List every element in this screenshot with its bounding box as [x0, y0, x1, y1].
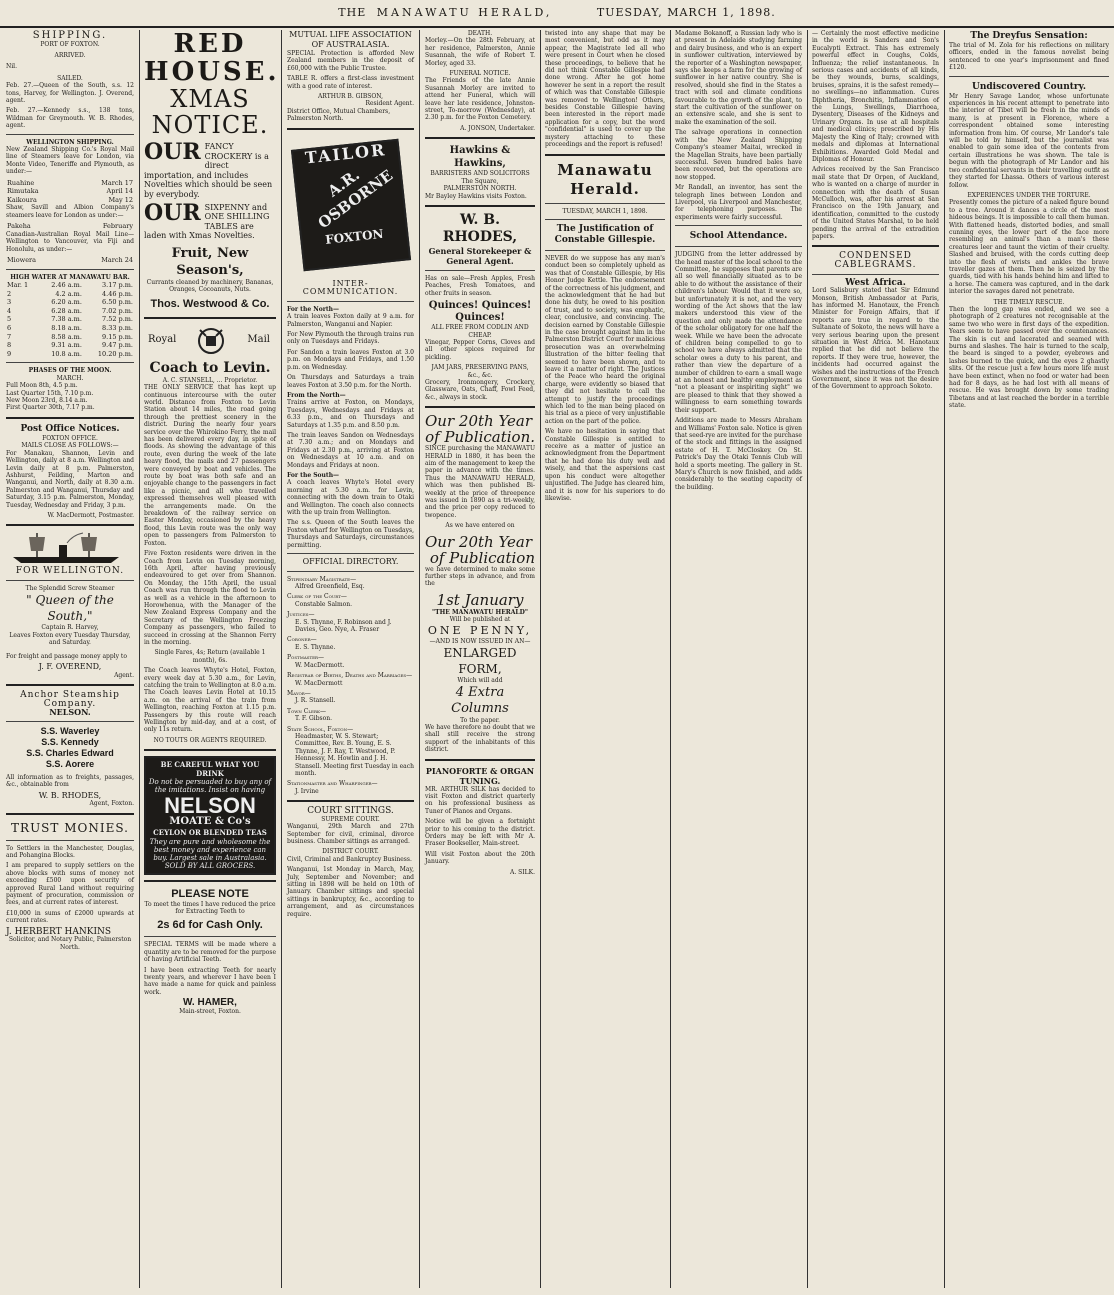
north-text: For Sandon a train leaves Foxton at 3.0 p.m. on Mondays and Fridays, and 1.50 p.m. on Wednesday.: [287, 348, 414, 371]
column-dreyfus: [945, 30, 1113, 1288]
tide-time: 7.02 p.m.: [102, 306, 133, 315]
table-row: [6, 281, 134, 290]
tide-time: 4.2 a.m.: [55, 289, 82, 298]
of-publication: of Publication.: [425, 428, 535, 447]
column-editorial: [541, 30, 669, 1288]
fares-text: Single Fares, 4s; Return (available 1 month), 6s.: [154, 649, 266, 664]
moon-month: MARCH.: [56, 374, 84, 382]
mutual-text: SPECIAL Protection is afforded New Zealand members in the deposit of £60,000 with the Public Trustee.: [287, 50, 414, 72]
directory-value: W. MacDermott.: [295, 661, 345, 669]
directory-value: J. Irvine: [295, 787, 319, 795]
tide-day: 5: [7, 315, 12, 324]
paper-text: To the paper.: [460, 716, 500, 724]
tide-time: 10.8 a.m.: [51, 349, 82, 358]
table-row: [6, 307, 134, 316]
steamer-icon: [7, 531, 133, 565]
ship-name: Miowera: [7, 256, 37, 265]
school-text: Additions are made to Messrs Abraham and Williams' Foxton sale. Notice is given that seed-rye are invited for the purchase of the stock and fittings in the assigned estate of H. T. McCloskey. On St. Patrick's Day the Otaki Tennis Club will hold a sports meeting. The gallery in St. Mary's Church is now finished, and adds considerably to the seating capacity of the building.: [675, 417, 802, 491]
west-africa-heading: West Africa.: [845, 277, 906, 288]
ss-aorere: S.S. Aorere: [45, 758, 95, 769]
tide-day: 6: [7, 324, 12, 333]
herald-heading: Manawatu Herald.: [557, 160, 653, 198]
directory-value: T. F. Gibson.: [295, 715, 332, 723]
ship-date: March 24: [101, 256, 133, 265]
supreme-text: Wanganui, 29th March and 27th September for civil, criminal, divorce business. Chamber sittings as arranged.: [287, 823, 414, 845]
north-text: A train leaves Foxton daily at 9 a.m. for Palmerston, Wanganui and Napier.: [287, 313, 414, 328]
news-text: The salvage operations in connection with the New Zealand Shipping Company's steamer Maitai, wrecked in the Magellan Straits, have been partially successful. Seven hundred bales have been recovered, but the operations are now stopped.: [675, 129, 802, 181]
ship-name: Pakeha: [7, 222, 31, 231]
tide-time: 2.46 a.m.: [51, 281, 82, 290]
hamer-sub: Main-street, Foxton.: [179, 1007, 241, 1015]
nelson-ad-line: Do not be persuaded to buy any of the imitations. Insist on having: [148, 778, 272, 795]
directory-label: State School, Foxton—: [287, 725, 354, 733]
tide-time: 10.20 p.m.: [97, 349, 133, 358]
post-office-sub: FOXTON OFFICE.: [42, 434, 98, 442]
tide-time: 9.47 p.m.: [102, 341, 133, 350]
moon-item: Last Quarter 15th, 7.10 p.m.: [6, 389, 94, 397]
ship-date: May 12: [108, 195, 133, 204]
please-text: To meet the times I have reduced the price for Extracting Teeth to: [144, 900, 276, 916]
from-north: From the North—: [287, 391, 346, 399]
coach-heading: Coach to Levin.: [149, 359, 271, 376]
hankins-sub: Solicitor, and Notary Public, Palmerston North.: [8, 936, 132, 951]
trust-text: £10,000 in sums of £2000 upwards at current rates.: [6, 909, 134, 925]
captain: Captain R. Harvey,: [41, 624, 99, 632]
table-row: [6, 256, 134, 265]
nz-shipping-text: New Zealand Shipping Co.'s Royal Mail line of Steamers leave for London, via Monte Video, Teneriffe and Plymouth, as under:—: [6, 146, 134, 176]
hope-text: We have therefore no doubt that we shall still receive the strong support of the inhabitants of this district.: [425, 723, 535, 754]
anchor-info: All information as to freights, passages, &c., obtainable from: [6, 773, 134, 789]
shipping-heading: SHIPPING.: [32, 30, 108, 41]
hamer-name: W. HAMER,: [183, 997, 237, 1009]
tides-table: [6, 281, 134, 358]
directory-label: Coroner—: [287, 636, 317, 644]
our-label: OUR: [144, 142, 201, 165]
table-row: [6, 333, 134, 342]
silk-signature: A. SILK.: [509, 868, 535, 876]
official-directory-heading: OFFICIAL DIRECTORY.: [302, 557, 399, 567]
rhodes-name: W. B. RHODES,: [38, 790, 102, 800]
column-news: [671, 30, 806, 1288]
port-heading: PORT OF FOXTON.: [40, 40, 100, 48]
tide-time: 7.38 a.m.: [51, 315, 82, 324]
tailor-text: TAILOR: [303, 139, 387, 168]
vinegar-text: Vinegar, Pepper Corns, Cloves and all other spices required for pickling.: [425, 338, 535, 361]
rescue-heading: THE TIMELY RESCUE.: [993, 298, 1065, 306]
moon-heading: PHASES OF THE MOON.: [28, 367, 112, 375]
rhodes-heading: W. B. RHODES,: [442, 211, 518, 245]
nelson-ad-line: BE CAREFUL WHAT YOU DRINK: [160, 760, 260, 778]
published-text: Will be published at: [449, 616, 511, 624]
ships-table: [6, 179, 134, 205]
xmas-notice-title: XMAS NOTICE.: [151, 85, 269, 139]
table-row: [6, 179, 134, 188]
tide-day: 4: [7, 306, 12, 315]
postmaster: W. MacDermott, Postmaster.: [47, 511, 134, 519]
silk-text: MR. ARTHUR SILK has decided to visit Foxton and district quarterly on his professional business as Tuner of Pianos and Organs.: [425, 785, 535, 815]
ship-date: March 17: [101, 178, 133, 187]
sailed-heading: SAILED.: [57, 74, 83, 82]
tide-time: 9.31 a.m.: [51, 341, 82, 350]
sailed-item: Feb. 27.—Queen of the South, s.s. 12 tons, Harvey, for Wellington. J. Overend, agent.: [6, 82, 134, 105]
directory-value: J. R. Stansell.: [295, 697, 336, 705]
tide-time: 6.50 p.m.: [102, 298, 133, 307]
death-heading: DEATH.: [467, 30, 493, 37]
twentieth-year: Our 20th Year: [425, 532, 533, 551]
one-penny: ONE PENNY,: [427, 623, 533, 637]
funeral-heading: FUNERAL NOTICE.: [449, 70, 511, 78]
silk-text: Will visit Foxton about the 20th January.: [425, 850, 535, 866]
for-north: For the North—: [287, 305, 340, 313]
directory-value: Alfred Greenfield, Esq.: [295, 583, 365, 591]
royal-label: Royal: [148, 333, 177, 345]
district-office: District Office, Mutual Chambers, Palmerston North.: [287, 107, 391, 123]
directory-label: Town Clerk—: [287, 707, 326, 715]
tide-time: 7.52 p.m.: [102, 315, 133, 324]
tide-time: 6.28 a.m.: [51, 306, 82, 315]
directory-value: W. MacDermott: [295, 679, 343, 687]
canadian-table: [6, 256, 134, 265]
ss-charles-edward: S.S. Charles Edward: [26, 747, 114, 758]
for-south: For the South—: [287, 471, 340, 479]
moon-item: First Quarter 30th, 7.17 p.m.: [6, 404, 95, 412]
post-office-heading: Post Office Notices.: [20, 423, 120, 434]
shaw-text: Shaw, Savill and Albion Company's steamers leave for London as under:—: [6, 204, 134, 219]
tide-time: 9.15 p.m.: [102, 332, 133, 341]
mutual-heading: MUTUAL LIFE ASSOCIATION OF AUSTRALASIA.: [289, 30, 412, 49]
tables-text: SIXPENNY and ONE SHILLING TABLES are laden with Xmas Novelties.: [144, 202, 270, 241]
table-row: [6, 298, 134, 307]
west-africa-text: Lord Salisbury stated that Sir Edmund Monson, British Ambassador at Paris, has informed M. Hanotaux, the French Minister for Foreign Affairs, that if reports are true in regard to the Sultanate of Sokoto, the news will have a very serious bearing upon the present situation in West Africa. M. Hanotaux replied that he did not believe the reports. If they were true, however, the incidents had occurred against the wishes and the instructions of the French Government, since it was not the desire of the Government to approach Sokoto.: [812, 287, 939, 391]
supreme-court: SUPREME COURT.: [321, 815, 380, 823]
news-text: Mr Randall, an inventor, has sent the telegraph lines between London and Liverpool, via Liverpool and Manchester, for telephoning purposes. The experiments were fairly successful.: [675, 184, 802, 221]
anchor-nelson: NELSON.: [49, 707, 91, 718]
extracting-text: I have been extracting Teeth for nearly twenty years, and wherever I have been I have made a name for quick and painless work.: [144, 966, 276, 996]
directory-value: E. S. Thynne, F. Robinson and J. Davies, Geo. Nye, A. Fraser: [295, 618, 392, 634]
mails-text: For Manakau, Shannon, Levin and Wellington, daily at 8 a.m. Wellington and Levin daily at 8 p.m. Palmerston, Ashhurst, Feilding, Marton and Wanganui, and North, daily at 8.30 a.m. Palmerston and Wanganui, Thursday and Saturday, 3.15 p.m. Palmerston, Monday, Tuesday, Wednesday and Friday, 3 p.m.: [6, 449, 134, 509]
arrived-text: Nil.: [6, 63, 17, 71]
directory-label: Postmaster—: [287, 654, 325, 662]
table-row: [6, 187, 134, 196]
westwood-name: Thos. Westwood & Co.: [150, 297, 270, 310]
school-attendance-heading: School Attendance.: [689, 231, 788, 242]
ship-date: April 14: [106, 187, 133, 196]
issued-text: —AND IS NOW ISSUED IN AN—: [429, 637, 531, 645]
freight-text: For freight and passage money apply to: [6, 652, 127, 660]
tide-time: 3.17 p.m.: [102, 281, 133, 290]
tide-time: 4.46 p.m.: [102, 289, 133, 298]
stansell-proprietor: A. C. STANSELL, ... Proprietor.: [162, 376, 258, 384]
ship-date: February: [102, 222, 133, 231]
herald-date: TUESDAY, MARCH 1, 1898.: [562, 207, 648, 215]
column-rule: [281, 30, 282, 1288]
from-north-text: Trains arrive at Foxton, on Mondays, Tuesdays, Wednesdays and Fridays at 6.33 p.m., and on Thursdays and Saturdays at 1.35 p.m. and 8.50 p.m.: [287, 399, 414, 429]
column-notices: [421, 30, 539, 1288]
special-terms: SPECIAL TERMS will be made where a quantity are to be removed for the purpose of having Artificial Teeth.: [144, 941, 276, 964]
coat-of-arms-icon: [192, 324, 230, 358]
tide-day: 8: [7, 341, 12, 350]
directory-value: Constable Salmon.: [295, 600, 353, 608]
tide-day: 2: [7, 289, 12, 298]
table-row: [6, 290, 134, 299]
moon-item: New Moon 23rd, 8.14 a.m.: [6, 397, 88, 405]
directory-label: Registrar of Births, Deaths and Marriages—: [287, 672, 413, 680]
high-water-heading: HIGH WATER AT MANAWATU BAR.: [10, 273, 130, 281]
quinces-text: Quinces! Quinces! Quinces!: [428, 300, 532, 324]
directory-list: [287, 576, 414, 796]
table-row: [6, 315, 134, 324]
tide-day: 3: [7, 298, 12, 307]
ship-name: Ruahine: [7, 178, 35, 187]
court-sittings-heading: COURT SITTINGS.: [307, 806, 394, 817]
district-text: Civil, Criminal and Bankruptcy Business.: [287, 855, 412, 863]
news-text: Madame Bokanoff, a Russian lady who is at present in Adelaide studying farming and dairy business, and who is an expert in sunflower cultivation, interviewed by the reporter of a Washington newspaper, says she keeps a farm for the growing of sunflower in her native country. She is resolved, should she find in the States a tract with soil and climate conditions favourable to the growth of the plant, to start the cultivation of the sunflower on an extensive scale, and she is sent to make the examination of the soil.: [675, 30, 802, 126]
rescue-text: Then the long gap was ended, and we see a photograph of 2 creatures not recognisable at the same two who were in first days of the expedition. Years seem to have passed over the countenances. The skin is cut and lacerated and seamed with burns and slashes. The hair is turned to the scalp, the beard is singed to a powder, eyebrows and lashes burned to the quick, and the eyes 2 ghastly slits. Of the rescue just a few hours more life must have been extinct, when no food or water had been had for 8 days, as he had lost with all means of rescue. He was brought down by some trading Tibetans and at last reached the border in a terrible state.: [949, 306, 1109, 410]
coach-text: Five Foxton residents were driven in the Coach from Levin on Tuesday morning, 16th April, after having previously endeavoured to get over from Shannon. On Monday, the 15th April, the usual Coach was run through the flood to Levin as well as a vehicle in the afternoon to Horowhenua, with the Manager of the New Zealand Express Company and the Secretary of the Wellington Freezing Company as passengers, who failed to succeed in crossing at the Shannon Ferry in the morning.: [144, 550, 276, 646]
directory-label: Stipendiary Magistrate—: [287, 575, 357, 583]
undiscovered-text: Mr Henry Savage Landor, whose unfortunate experiences in his recent attempt to penetrate into the interior of Tibet will be fresh in the minds of many, is at present in Florence, where a correspondent obtained some interesting information from him. Of course, Mr Landor's tale will be told by himself, but the journalist was enabled to gain some idea of the contents from certain illustrations he was shown. The tale is begun with the photograph of Mr Landor and his two confidential servants in their travelling outfit as they started for Lhassa. Others of various interest follow.: [949, 92, 1109, 189]
tide-day: 7: [7, 332, 12, 341]
tide-day: 9: [7, 349, 12, 358]
table-row: [6, 341, 134, 350]
table-row: [6, 196, 134, 205]
no-touts: NO TOUTS OR AGENTS REQUIRED.: [153, 736, 267, 744]
entered-text: As we have entered on: [445, 522, 515, 530]
dreyfus-text: The trial of M. Zola for his reflections on military officers, ended in the famous novelist being sentenced to one year's imprisonment and fined £120.: [949, 42, 1109, 72]
column-rule: [419, 30, 420, 1288]
table-row: [6, 350, 134, 359]
barristers: BARRISTERS AND SOLICITORS: [430, 170, 530, 178]
dreyfus-heading: The Dreyfus Sensation:: [970, 31, 1088, 41]
column-cables: [808, 30, 943, 1288]
currants-text: Currants cleaned by machinery, Bananas, Oranges, Cocoanuts, Nuts.: [146, 278, 274, 294]
table-row: [6, 222, 134, 231]
nelson-ad-line: MOATE & Co's: [169, 816, 251, 828]
district-court: DISTRICT COURT.: [322, 848, 379, 856]
tailor-text: FOXTON: [324, 226, 384, 247]
masthead-date: TUESDAY, MARCH 1, 1898.: [596, 6, 776, 19]
coach-text: THE ONLY SERVICE that has kept up continuous intercourse with the outer world. Distance from Foxton to Levin Station about 14 miles, the road going through the prettiest scenery in the district. During the nearly four years service over the Whirokino Ferry, the mail has been delivered every day, in spite of floods. As showing the advantage of this route, even during the week of the late heavy flood, the mails and 27 passengers were conveyed by boat and vehicles. The route by boat was both safe and an enjoyable change to the passengers in fact like a picnic, and all who travelled expressed themselves well pleased with the arrangements made. On the breakdown of the railway service on Easter Monday, occasioned by the heavy flood, this Levin route was the only way open to passengers from Palmerston to Foxton.: [144, 384, 276, 547]
wellington-shipping-heading: WELLINGTON SHIPPING.: [26, 138, 114, 146]
arrived-heading: ARRIVED.: [54, 52, 86, 59]
from-north-text: The train leaves Sandon on Wednesdays at 7.30 a.m.; and on Mondays and Fridays at 2.30 p.m., arriving at Foxton on Wednesdays at 10 a.m. and on Mondays and Fridays at noon.: [287, 431, 414, 469]
queen-of-the-south: " Queen of the South,": [26, 593, 114, 624]
justification-heading: The Justification of Constable Gillespie.: [554, 223, 656, 245]
red-house-title: RED HOUSE.: [144, 30, 280, 87]
north-text: On Thursdays and Saturdays a train leaves Foxton at 3.50 p.m. for the North.: [287, 374, 414, 389]
nelson-tea-advert: [144, 756, 276, 874]
first-january: 1st January: [436, 590, 524, 609]
tide-time: 6.20 a.m.: [51, 298, 82, 307]
jam-text: JAM JARS, PRESERVING PANS, &c., &c.: [431, 364, 529, 379]
inter-communication-heading: INTER-COMMUNICATION.: [302, 278, 399, 297]
gibson-sub: Resident Agent.: [365, 100, 414, 108]
news-text: — Certainly the most effective medicine in the world is Sanders and Son's Eucalypti Extract. This has extremely powerful effect in Coughs, Colds, Influenza; the relief instantaneous. In serious cases and accidents of all kinds, be they wounds, burns, scaldings, bruises, sprains, it is the safest remedy—no swellings—no inflammation. Cures Diphtheria, Bronchitis, Inflammation of the Lungs, Swellings, Diarrhoea, Dysentery, Diseases of the Kidneys and Urinary Organs. In use at all hospitals and medical clinics; prescribed by His Majesty the King of Italy; crowned with medals and diplomas at International Exhibitions. Awarded Gold Medal and Diplomas of Honour.: [812, 30, 939, 163]
our-label: OUR: [144, 202, 201, 226]
south-text: The s.s. Queen of the South leaves the Foxton wharf for Wellington on Tuesdays, Thursdays and Saturdays, circumstances permitting.: [287, 519, 414, 549]
mail-label: Mail: [247, 333, 270, 345]
hawkins-heading: Hawkins & Hawkins,: [449, 145, 511, 170]
experiences-heading: EXPERIENCES UNDER THE TORTURE.: [967, 191, 1091, 199]
tide-time: 8.58 a.m.: [51, 332, 82, 341]
tailor-text: A.R. OSBORNE: [314, 164, 396, 232]
determined-text: we have determined to make some further steps in advance, and from the: [425, 565, 535, 588]
nelson-ad-brand: NELSON: [164, 793, 256, 819]
add-text: Which will add: [457, 677, 503, 685]
directory-label: Clerk of the Court—: [287, 593, 347, 601]
anchor-company: Anchor Steamship Company.: [20, 689, 120, 709]
nelson-ad-line: CEYLON OR BLENDED TEAS: [153, 828, 267, 838]
column-mutual-life: [283, 30, 418, 1288]
column-shipping: [2, 30, 138, 1288]
tide-day: Mar. 1: [7, 281, 29, 290]
nelson-ad-line: They are pure and wholesome the best money and experience can buy. Largest sale in Australasia. SOLD BY ALL GROCERS.: [149, 837, 271, 870]
leaves-text: Leaves Foxton every Tuesday Thursday, and Saturday.: [9, 631, 131, 647]
herald-name: "THE MANAWATU HERALD": [432, 608, 528, 616]
trust-monies-heading: TRUST MONIES.: [11, 820, 129, 835]
tide-time: 8.18 a.m.: [51, 324, 82, 333]
bayley-text: Mr Bayley Hawkins visits Foxton.: [425, 192, 527, 200]
masthead: [0, 4, 1114, 28]
editorial-text: NEVER do we suppose has any man's conduct been so completely upheld as was that of Constable Gillespie, by His Honor Judge Kettle. The endorsement of the correctness of his judgment, and the acknowledgment that he had but done his duty, he owed to his position of trust, and to society, was emphatic, clear, conclusive, and convincing. The decision earned by Constable Gillespie in the case brought against him in the Palmerston District Court for malicious prosecution was an overwhelming illustration of the bitter feeling that seemed to have been shown, and to leave it a matter of right. The Justices of the Peace who heard the original charge, were evidently so biased that they did not hesitate to call the attempt to justify the proceedings which led to the man being placed on his trial as a piece of very unjustifiable action on the part of the police.: [545, 254, 665, 425]
free-text: ALL FREE FROM CODLIN AND CHEAP.: [431, 324, 529, 339]
directory-value: Headmaster, W. S. Stewart; Committee, Rev. B. Young, E. S. Thynne, J. F. Ray, T. Westwood, P. Hennessy, M. Howlin and J. H. Stansell. Meeting first Tuesday in each month.: [295, 732, 414, 777]
directory-label: Justices—: [287, 611, 315, 619]
twentieth-year: Our 20th Year: [425, 412, 533, 431]
school-text: JUDGING from the letter addressed by the head master of the local school to the Committee, he supposes that parents are all so well financially situated as to be able to do without the assistance of their children's labour. Would that it were so, but unfortunately it is not, and the very wording of the Act shows that the law makers understood this view of the question and only made the attendance of the scholar obligatory for one half the week. While we have been the advocate of children being compelled to go to school we have always admitted that the scholar owes a duty to his parent, and rather than view the departure of a number of children to earn a small wage at an honest and healthy employment as "not a pleasant or inspiriting sight" we are pleased to think that they showed a willingness to earn something towards their support.: [675, 251, 802, 414]
please-note-heading: PLEASE NOTE: [171, 887, 249, 900]
ss-kennedy: S.S. Kennedy: [41, 736, 99, 747]
moon-item: Full Moon 8th, 4.5 p.m.: [6, 382, 78, 390]
canadian-text: Canadian-Australian Royal Mail Line—Wellington to Vancouver, via Fiji and Honolulu, as under:—: [6, 230, 134, 253]
masthead-title: MANAWATU HERALD,: [376, 6, 553, 19]
fruit-heading: Fruit, New Season's,: [171, 245, 249, 278]
funeral-text: The Friends of the late Annie Susannah Morley are invited to attend her Funeral, which will leave her late residence, Johnston-street, To-morrow (Wednesday), at 2.30 p.m. for the Foxton Cemetery.: [425, 77, 535, 122]
hankins-name: J. HERBERT HANKINS: [6, 926, 112, 937]
steamer-text: The Splendid Screw Steamer: [25, 584, 115, 592]
ss-waverley: S.S. Waverley: [40, 725, 100, 736]
masthead-the: THE: [338, 6, 367, 19]
editorial-text: We have no hesitation in saying that Constable Gillespie is entitled to receive as a matter of justice an acknowledgment from the Department that he had done his duty well and wisely, and that the aspersions cast upon his conduct were altogether unjustified. The Judge has cleared him, and it is now for his superiors to do likewise.: [545, 428, 665, 502]
tailor-logo: [290, 138, 410, 271]
piano-heading: PIANOFORTE & ORGAN TUNING.: [425, 765, 535, 786]
shaw-table: [6, 222, 134, 231]
undiscovered-heading: Undiscovered Country.: [972, 81, 1086, 92]
price-text: 2s 6d for Cash Only.: [157, 919, 263, 932]
general-storekeeper: General Storekeeper & General Agent.: [428, 245, 532, 266]
for-wellington: FOR WELLINGTON.: [15, 566, 125, 577]
directory-label: Stationmaster and Wharfinger—: [287, 780, 378, 788]
south-text: A coach leaves Whyte's Hotel every morning at 5.30 a.m. for Levin, connecting with the down train to Otaki and Wellington. The coach also connects with the up train from Wellington.: [287, 479, 414, 516]
mutual-text: TABLE R. offers a first-class investment with a good rate of interest.: [287, 75, 414, 90]
column-red-house: [140, 30, 280, 1288]
agent-label: Agent.: [114, 671, 134, 679]
ship-name: Kaikoura: [7, 195, 37, 204]
crockery-text: FANCY CROCKERY is a direct importation, and includes Novelties which should be seen by everybody.: [144, 142, 273, 199]
silk-text: Notice will be given a fortnight prior to his coming to the district. Orders may be left with Mr A. Fraser Bookseller, Main-street.: [425, 818, 535, 848]
agent-name: J. F. OVEREND,: [38, 661, 102, 671]
directory-value: E. S. Thynne.: [295, 643, 336, 651]
gibson-name: ARTHUR B. GIBSON,: [317, 93, 384, 101]
district-text: Wanganui, 1st Monday in March, May, July, September and November; and sitting in 1898 will be held on 10th of January. Chamber sittings and special sittings in bankruptcy, &c., according to arrangement, and as circumstances require.: [287, 866, 414, 918]
experiences-text: Presently comes the picture of a naked figure bound to a tree. Around it dances a circle of the most hideous beings. It is impossible to call them human. With flattened heads, distorted bodies, and small cunning eyes, the lower part of the face more resembling an animal's than a man's these creatures leer and taunt the victim of their cruelty. Slashed and bruised, with the cords cutting deep into the flesh of wrists and ankles the brave traveller gazes at them. Then he is seized by the guards, tied with his hands behind him and lifted to a horse. The camera was captured, and in the dark interior the savages dared not penetrate.: [949, 199, 1109, 296]
since-text: SINCE purchasing the MANAWATU HERALD in 1880, it has been the aim of the management to keep the paper in advance with the times. Thus the MANAWATU HERALD, which was then published Bi-weekly at the price of threepence was issued in 1890 as a tri-weekly, and the price per copy reduced to twopence.: [425, 445, 535, 519]
mails-heading: MAILS CLOSE AS FOLLOWS:—: [21, 442, 119, 450]
sale-text: Has on sale—Fresh Apples, Fresh Peaches, Fresh Tomatoes, and other fruits in season.: [425, 274, 535, 297]
condensed-cablegrams-heading: CONDENSED CABLEGRAMS.: [834, 251, 917, 270]
news-text: Advices received by the San Francisco mail state that Dr Orpen, of Auckland, who is wanted on a charge of murder in connection with the death of Susan McCulloch, was, after his arrest at San Francisco on the 19th January, and identification, committed to the custody of the United States Marshal, to be held pending the arrival of the extradition papers.: [812, 166, 939, 240]
ship-name: Rimutaka: [7, 187, 39, 196]
trust-text: I am prepared to supply settlers on the above blocks with sums of money not exceeding £500 upon security of approved Rural Land without requiring payment of procuration, commission or fees, and at current rates of interest.: [6, 862, 134, 907]
sailed-item: Feb. 27.—Kennedy s.s., 138 tons, Wildman for Greymouth. W. B. Rhodes, agent.: [6, 107, 134, 130]
intro-text: twisted into any shape that may be most convenient, but odd as it may appear, the Magistrate led all who were present in Court when he closed these proceedings, to believe that he did not think Constable Gillespie had done wrong. After he got home however he sent in a report the result of which was that Constable Gillespie was removed to Wellington! Others, besides Constable Gillespie having been interested in the report made application for a copy, but the word "confidential" is used to cover up the mystery attaching to these proceedings and the report is refused!: [545, 30, 665, 149]
north-text: For New Plymouth the through trains run only on Tuesdays and Fridays.: [287, 331, 414, 346]
extra-columns: 4 Extra Columns: [451, 684, 509, 716]
trust-sub: To Settlers in the Manchester, Douglas, and Pohangina Blocks.: [6, 844, 134, 859]
tide-time: 8.33 p.m.: [102, 324, 133, 333]
death-text: Morley.—On the 28th February, at her residence, Palmerston, Annie Susannah, the wife of Robert T. Morley, aged 33.: [425, 37, 535, 67]
square: The Square,: [461, 177, 499, 185]
undertaker: A. JONSON, Undertaker.: [460, 124, 535, 132]
rhodes-agent: Agent, Foxton.: [89, 800, 134, 808]
table-row: [6, 324, 134, 333]
enlarged-form: ENLARGED FORM,: [443, 646, 517, 677]
of-publication: of Publication: [429, 548, 535, 567]
grocery-text: Grocery, Ironmongery, Crockery, Glassware, Oats, Chaff, Fowl Feed, &c., always in stock.: [425, 378, 535, 401]
directory-label: Mayor—: [287, 689, 311, 697]
palmerston-north: PALMERSTON NORTH.: [443, 185, 517, 193]
coach-times: The Coach leaves Whyte's Hotel, Foxton, every week day at 5.30 a.m., for Levin, catching the train to Wellington at 8.0 a.m. The Coach leaves Levin Hotel at 10.15 a.m. on the arrival of the train from Wellington, reaching Foxton at 1.15 p.m. Passengers by this route will reach Wellington by mid-day, and at a cost, of only 11s return.: [144, 667, 276, 734]
